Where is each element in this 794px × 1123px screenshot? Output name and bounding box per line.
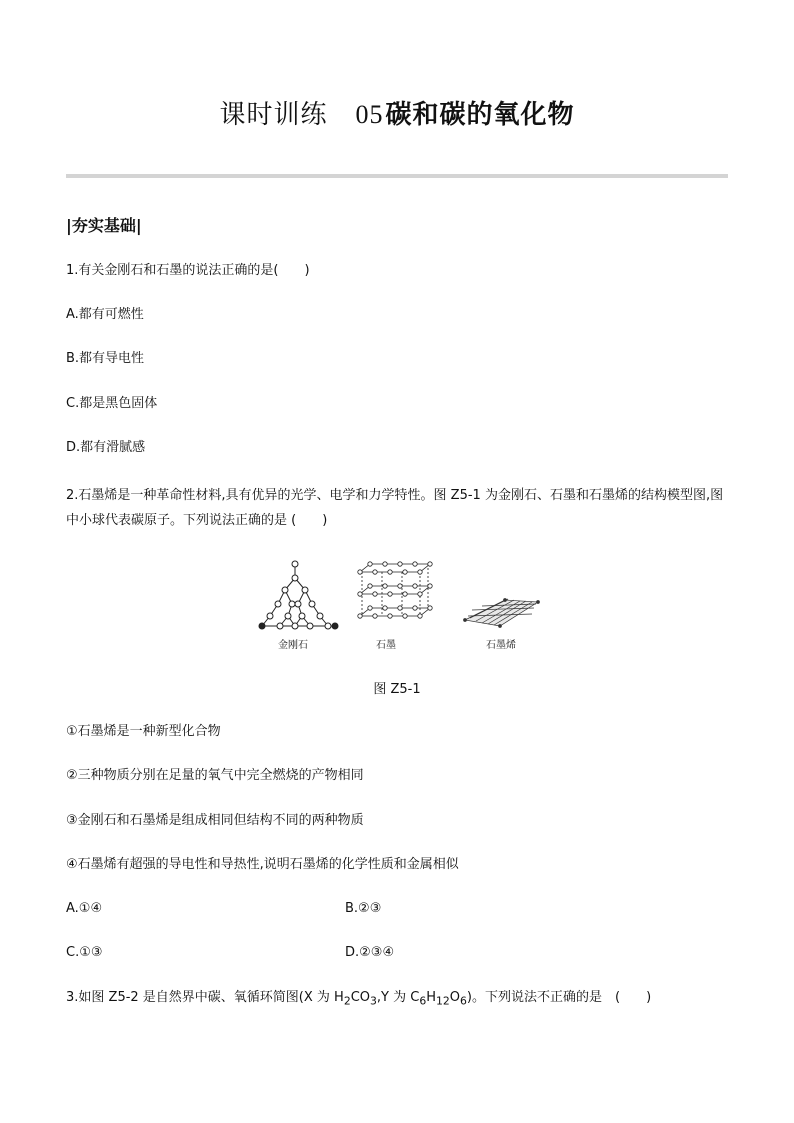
q2-option-c: C.①③ bbox=[66, 945, 103, 960]
graphene-structure-model bbox=[464, 599, 540, 628]
q1-option-d: D.都有滑腻感 bbox=[66, 440, 146, 455]
title-divider bbox=[66, 174, 728, 178]
q3-stem-part-e: O bbox=[449, 990, 461, 1005]
q2-option-d: D.②③④ bbox=[345, 945, 395, 960]
q2-option-a: A.①④ bbox=[66, 901, 103, 916]
page-title bbox=[0, 94, 794, 131]
figure-caption: 图 Z5-1 bbox=[373, 682, 421, 697]
q2-statement-4: ④石墨烯有超强的导电性和导热性,说明石墨烯的化学性质和金属相似 bbox=[66, 857, 459, 872]
q3-sub-h12: 12 bbox=[436, 994, 450, 1008]
q3-stem-part-f: )。下列说法不正确的是 ( ) bbox=[466, 990, 652, 1005]
q1-option-b: B.都有导电性 bbox=[66, 351, 145, 366]
q1-option-c: C.都是黑色固体 bbox=[66, 396, 158, 411]
q3-stem-part-d: H bbox=[426, 990, 437, 1005]
q3-sub-c6: 6 bbox=[419, 994, 427, 1008]
graphite-structure-model bbox=[358, 562, 432, 618]
carbon-structures-figure bbox=[250, 552, 550, 654]
title-topic: 碳和碳的氧化物 bbox=[385, 100, 575, 130]
figure-label-graphene: 石墨烯 bbox=[486, 640, 516, 651]
q1-option-a: A.都有可燃性 bbox=[66, 307, 144, 322]
q3-stem-part-b: CO bbox=[350, 990, 371, 1005]
q3-stem bbox=[66, 988, 651, 1012]
q2-stem: 2.石墨烯是一种革命性材料,具有优异的光学、电学和力学特性。图 Z5-1 为金刚石、石墨和石墨烯的结构模型图,图中小球代表碳原子。下列说法正确的是 ( ) bbox=[66, 488, 724, 528]
q2-option-b: B.②③ bbox=[345, 901, 382, 916]
q2-statement-2: ②三种物质分别在足量的氧气中完全燃烧的产物相同 bbox=[66, 768, 364, 783]
figure-label-diamond: 金刚石 bbox=[278, 640, 308, 651]
figure-label-graphite: 石墨 bbox=[376, 640, 396, 651]
diamond-structure-model bbox=[259, 561, 338, 629]
q1-stem: 1.有关金刚石和石墨的说法正确的是( ) bbox=[66, 263, 310, 278]
title-prefix: 课时训练 bbox=[219, 100, 328, 130]
q3-sub-o6: 6 bbox=[460, 994, 467, 1008]
q3-stem-part-c: ,Y 为 C bbox=[376, 990, 420, 1005]
q3-sub-co3: 3 bbox=[370, 994, 377, 1008]
q2-statement-1: ①石墨烯是一种新型化合物 bbox=[66, 724, 221, 739]
q3-stem-part-a: 3.如图 Z5-2 是自然界中碳、氧循环简图(X 为 H bbox=[66, 990, 344, 1005]
q2-statement-3: ③金刚石和石墨烯是组成相同但结构不同的两种物质 bbox=[66, 813, 364, 828]
title-number: 05 bbox=[355, 100, 384, 129]
q3-sub-h2: 2 bbox=[343, 994, 351, 1008]
section-heading: |夯实基础| bbox=[66, 216, 142, 235]
